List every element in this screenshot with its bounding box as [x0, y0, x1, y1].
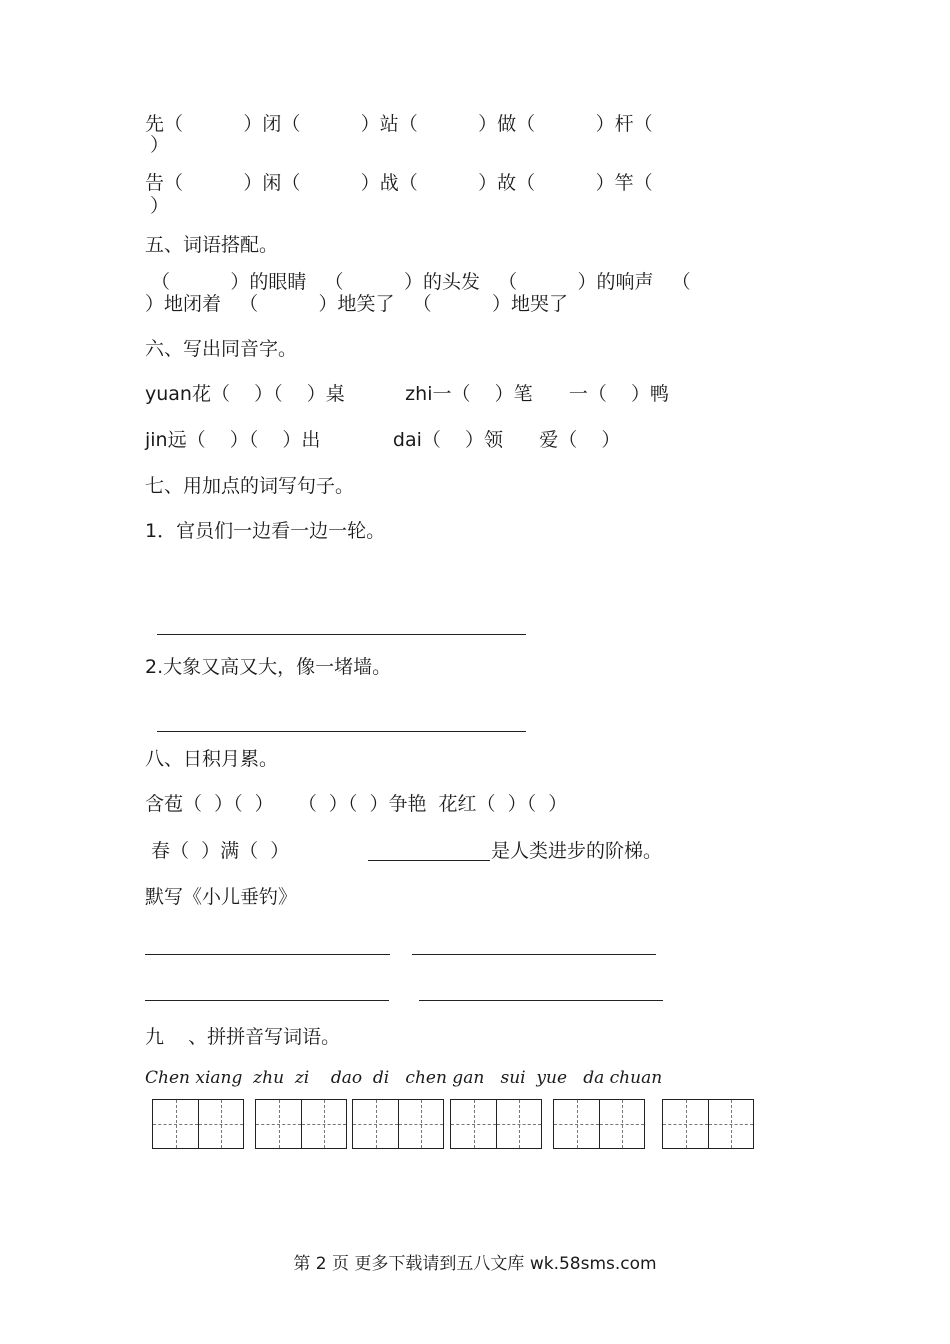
poem-line-1[interactable] [145, 954, 390, 955]
idiom-line-1: 含苞（ ）（ ） （ ）（ ）争艳 花红（ ）（ ） [145, 793, 568, 815]
homophone-line-1: yuan花（ ）（ ）桌 zhi一（ ）笔 一（ ）鸭 [145, 383, 670, 405]
writing-grid-2[interactable] [255, 1099, 347, 1149]
section-8-title: 八、日积月累。 [145, 748, 279, 770]
answer-line-2[interactable] [157, 731, 526, 732]
writing-grid-5[interactable] [553, 1099, 645, 1149]
section-6-title: 六、写出同音字。 [145, 338, 298, 360]
page-footer: 第 2 页 更多下载请到五八文库 wk.58sms.com [293, 1254, 657, 1274]
poem-recite-title: 默写《小儿垂钓》 [145, 886, 298, 908]
poem-line-3[interactable] [145, 1000, 389, 1001]
fill-blank-line[interactable] [368, 860, 490, 861]
char-row-2-wrap: ） [150, 195, 170, 217]
writing-grid-3[interactable] [352, 1099, 444, 1149]
writing-grid-1[interactable] [152, 1099, 244, 1149]
char-row-1: 先（ ）闭（ ）站（ ）做（ ）杆（ [145, 113, 653, 135]
sentence-question-2: 2.大象又高又大，像一堵墙。 [145, 656, 392, 678]
matching-line-1: （ ）的眼睛 （ ）的头发 （ ）的响声 （ [145, 271, 691, 293]
section-9-title: 九 、拼拼音写词语。 [145, 1026, 341, 1048]
pinyin-prompts: Chen xiang zhu zi dao di chen gan sui yue da chuan [145, 1068, 663, 1088]
section-7-title: 七、用加点的词写句子。 [145, 475, 355, 497]
poem-line-2[interactable] [412, 954, 656, 955]
char-row-1-wrap: ） [150, 134, 170, 156]
proverb-text: 是人类进步的阶梯。 [491, 840, 663, 862]
writing-grid-4[interactable] [450, 1099, 542, 1149]
writing-grid-6[interactable] [662, 1099, 754, 1149]
section-5-title: 五、词语搭配。 [145, 234, 279, 256]
homophone-line-2: jin远（ ）（ ）出 dai（ ）领 爱（ ） [145, 429, 621, 451]
sentence-question-1: 1．官员们一边看一边一轮。 [145, 520, 386, 542]
answer-line-1[interactable] [157, 634, 526, 635]
poem-line-4[interactable] [419, 1000, 663, 1001]
matching-line-2: ）地闭着 （ ）地笑了 （ ）地哭了 [145, 293, 569, 315]
idiom-line-2: 春（ ）满（ ） [145, 840, 290, 862]
char-row-2: 告（ ）闲（ ）战（ ）故（ ）竿（ [145, 172, 653, 194]
